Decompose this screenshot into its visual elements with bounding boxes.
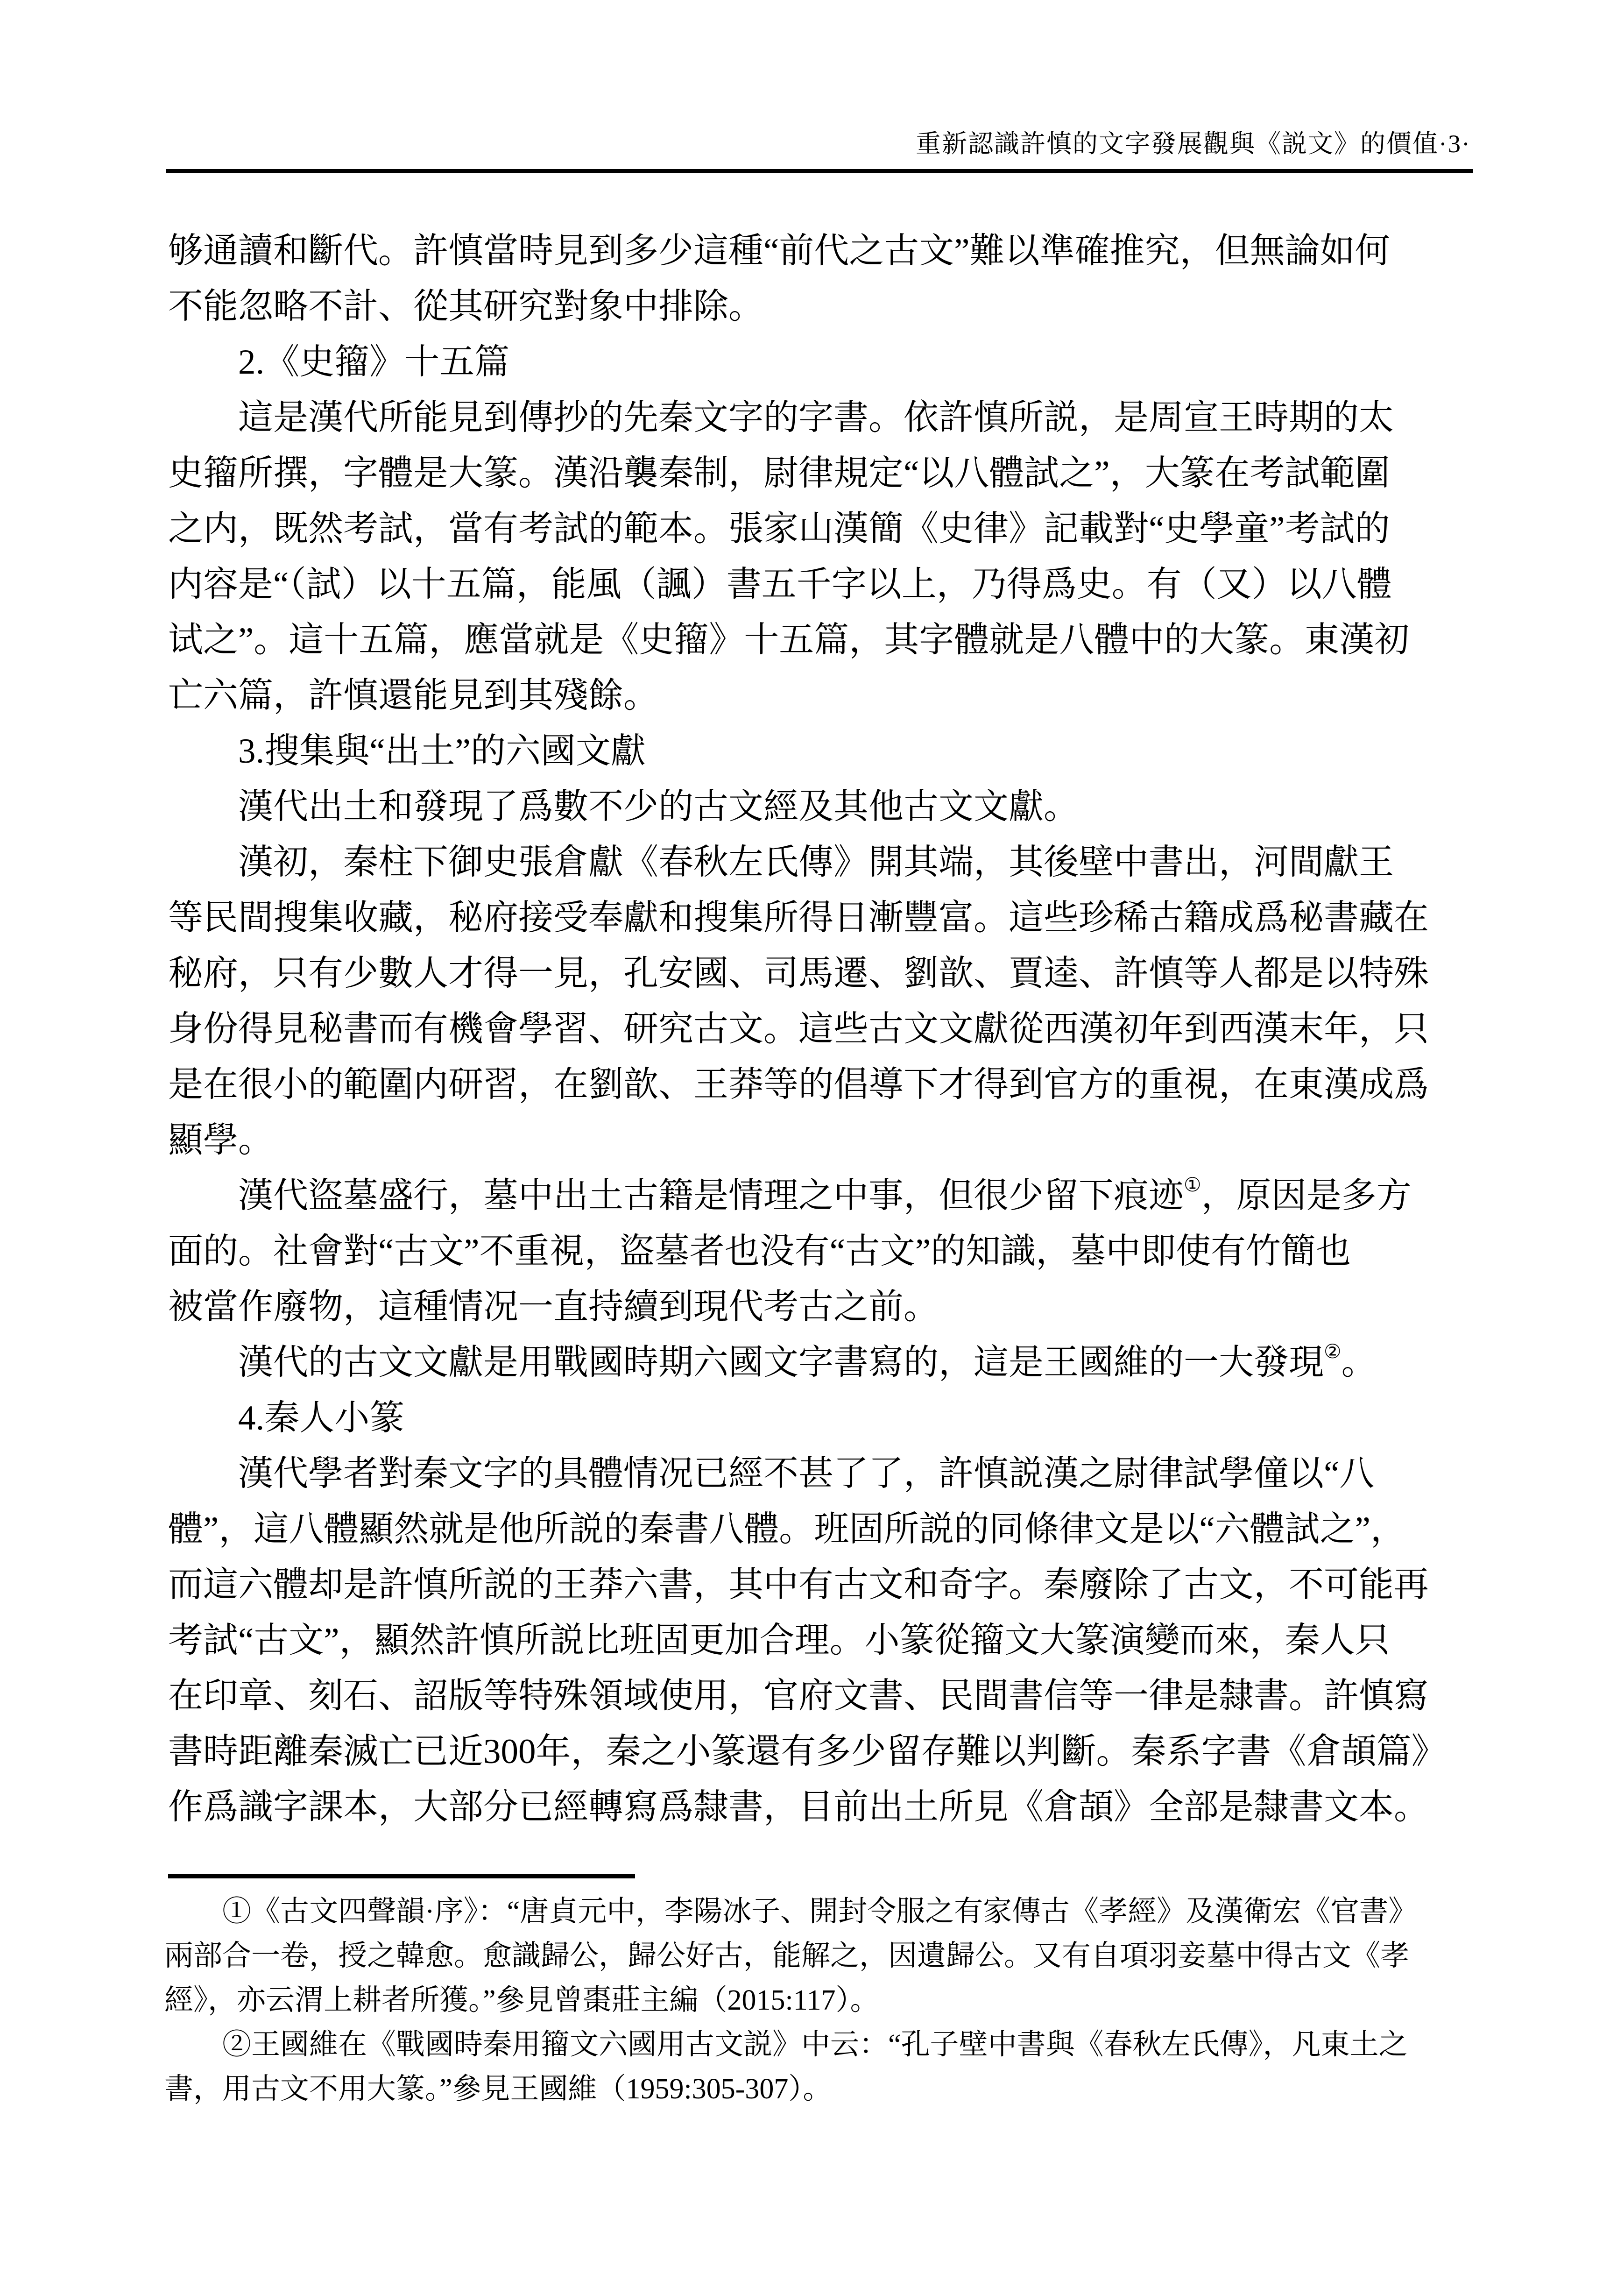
page-number: ·3· [1439, 130, 1471, 158]
body-line [168, 557, 1476, 612]
body-line [168, 1335, 1476, 1390]
body-line-text: 考試“古文”，顯然許慎所説比班固更加合理。小篆從籀文大篆演變而來，秦人只 [168, 1621, 1390, 1660]
footnote-separator [168, 1874, 635, 1878]
body-line [168, 1613, 1476, 1668]
body-line-text: 書時距離秦滅亡已近300年，秦之小篆還有多少留存難以判斷。秦系字書《倉頡篇》 [168, 1732, 1447, 1771]
body-line [168, 501, 1476, 557]
body-line-text: 體”，這八體顯然就是他所説的秦書八體。班固所説的同條律文是以“六體試之”， [168, 1510, 1405, 1549]
body-line-text: 等民間搜集收藏，秘府接受奉獻和搜集所得日漸豐富。這些珍稀古籍成爲秘書藏在 [168, 899, 1429, 937]
body-line-text: 秘府，只有少數人才得一見，孔安國、司馬遷、劉歆、賈逵、許慎等人都是以特殊 [168, 954, 1429, 993]
body-line-text: 够通讀和斷代。許慎當時見到多少這種“前代之古文”難以準確推究，但無論如何 [168, 232, 1390, 270]
body-line-text: 面的。社會對“古文”不重視，盜墓者也没有“古文”的知識，墓中即使有竹簡也 [168, 1232, 1351, 1271]
body-line [168, 779, 1476, 835]
footnote-line-text: 書，用古文不用大篆。”參見王國維（1959:305-307）。 [164, 2073, 832, 2105]
body-line [168, 1390, 1476, 1446]
footnote-line [164, 2067, 1481, 2111]
body-line-text: 是在很小的範圍内研習，在劉歆、王莽等的倡導下才得到官方的重視，在東漢成爲 [168, 1065, 1429, 1104]
body-line-text: 顯學。 [168, 1121, 274, 1160]
body-line-text: 2.《史籀》十五篇 [168, 343, 510, 382]
body-line-text: 漢代的古文文獻是用戰國時期六國文字書寫的，這是王國維的一大發現 [168, 1343, 1324, 1382]
body-line-text: 而這六體却是許慎所説的王莽六書，其中有古文和奇字。秦廢除了古文，不可能再 [168, 1565, 1429, 1604]
body-line [168, 1224, 1476, 1279]
body-line [168, 1668, 1476, 1724]
body-line [168, 390, 1476, 446]
footnote-line [164, 1978, 1481, 2023]
body-line [168, 446, 1476, 501]
footnotes [164, 1890, 1481, 2111]
body-line-text: 不能忽略不計、從其研究對象中排除。 [168, 287, 764, 326]
body-line-tail: ，原因是多方 [1201, 1176, 1412, 1215]
body-line [168, 890, 1476, 946]
body-line [168, 1112, 1476, 1168]
body-line-text: 作爲識字課本，大部分已經轉寫爲隸書，目前出土所見《倉頡》全部是隸書文本。 [168, 1788, 1429, 1827]
body-text [168, 223, 1476, 1835]
footnote-line [164, 1890, 1481, 1934]
body-line-text: 漢代學者對秦文字的具體情况已經不甚了了，許慎説漢之尉律試學僮以“八 [168, 1454, 1375, 1493]
body-line [168, 723, 1476, 779]
body-line-text: 漢代盜墓盛行，墓中出土古籍是情理之中事，但很少留下痕迹 [168, 1176, 1184, 1215]
body-line [168, 223, 1476, 279]
body-line [168, 835, 1476, 890]
body-line-text: 4.秦人小篆 [168, 1399, 405, 1438]
body-line-text: 漢初，秦柱下御史張倉獻《春秋左氏傳》開其端，其後壁中書出，河間獻王 [168, 843, 1394, 882]
body-line-tail: 。 [1341, 1343, 1377, 1382]
footnote-line [164, 1934, 1481, 1978]
header-rule [166, 169, 1473, 173]
body-line-text: 被當作廢物，這種情况一直持續到現代考古之前。 [168, 1288, 939, 1326]
body-line [168, 946, 1476, 1001]
footnote-line-text: ②王國維在《戰國時秦用籀文六國用古文説》中云：“孔子壁中書與《春秋左氏傳》，凡東土之 [164, 2029, 1408, 2061]
footnote-ref: ① [1184, 1175, 1201, 1196]
footnote-ref: ② [1324, 1341, 1342, 1363]
body-line-text: 试之”。這十五篇，應當就是《史籀》十五篇，其字體就是八體中的大篆。東漢初 [168, 621, 1410, 659]
body-line [168, 1557, 1476, 1613]
body-line [168, 1502, 1476, 1557]
body-line [168, 1057, 1476, 1112]
footnote-line-text: 兩部合一卷，授之韓愈。愈識歸公，歸公好古，能解之，因遺歸公。又有自項羽妾墓中得古文《孝 [164, 1940, 1410, 1972]
body-line-text: 之内，既然考試，當有考試的範本。張家山漢簡《史律》記載對“史學童”考試的 [168, 510, 1390, 548]
body-line-text: 漢代出土和發現了爲數不少的古文經及其他古文文獻。 [168, 787, 1079, 826]
body-line [168, 668, 1476, 723]
body-line-text: 内容是“（試）以十五篇，能風（諷）書五千字以上，乃得爲史。有（又）以八體 [168, 565, 1392, 604]
body-line [168, 1779, 1476, 1835]
body-line [168, 1168, 1476, 1224]
body-line [168, 279, 1476, 334]
body-line [168, 612, 1476, 668]
footnote-line-text: ①《古文四聲韻·序》：“唐貞元中，李陽冰子、開封令服之有家傳古《孝經》及漢衛宏《官書》 [164, 1896, 1418, 1927]
body-line-text: 這是漢代所能見到傳抄的先秦文字的字書。依許慎所説，是周宣王時期的太 [168, 398, 1394, 437]
body-line-text: 亡六篇，許慎還能見到其殘餘。 [168, 676, 659, 715]
footnote-line-text: 經》，亦云渭上耕者所獲。”參見曾棗莊主編（2015:117）。 [164, 1984, 879, 2016]
footnote-line [164, 2023, 1481, 2067]
body-line-text: 在印章、刻石、詔版等特殊領域使用，官府文書、民間書信等一律是隸書。許慎寫 [168, 1677, 1429, 1715]
body-line-text: 身份得見秘書而有機會學習、研究古文。這些古文文獻從西漢初年到西漢末年，只 [168, 1010, 1429, 1048]
running-title: 重新認識許慎的文字發展觀與《説文》的價值 [916, 130, 1439, 158]
body-line-text: 3.搜集與“出土”的六國文獻 [168, 732, 646, 771]
body-line [168, 1001, 1476, 1057]
body-line [168, 1446, 1476, 1502]
body-line [168, 1724, 1476, 1779]
body-line-text: 史籀所撰，字體是大篆。漢沿襲秦制，尉律規定“以八體試之”，大篆在考試範圍 [168, 454, 1390, 493]
body-line [168, 334, 1476, 390]
body-line [168, 1279, 1476, 1335]
page-header [168, 122, 1471, 165]
